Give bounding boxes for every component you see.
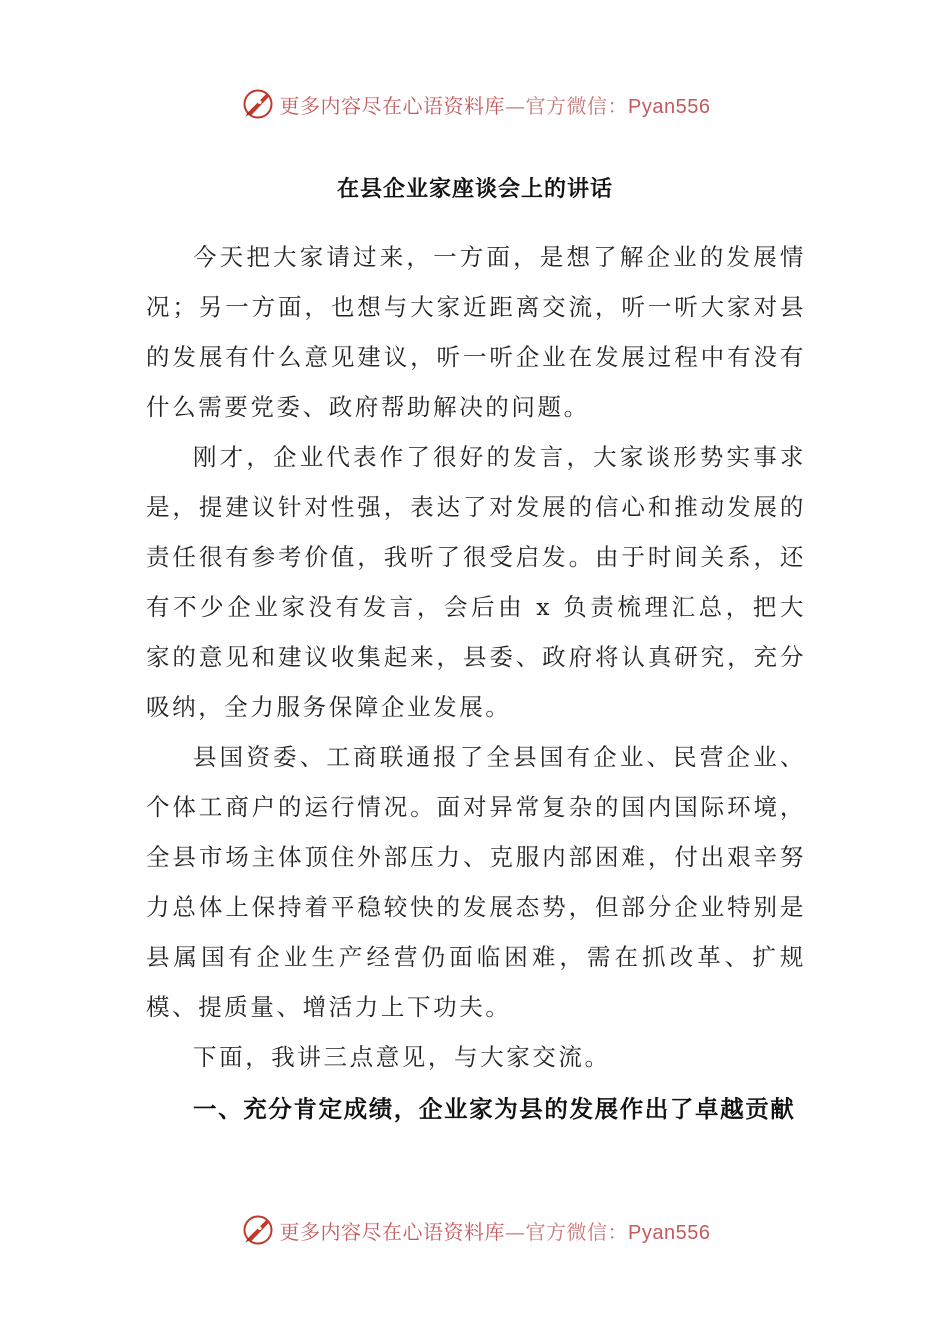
paragraph: 刚才，企业代表作了很好的发言，大家谈形势实事求是，提建议针对性强，表达了对发展的信心和推动发展的责任很有参考价值，我听了很受启发。由于时间关系，还有不少企业家没有发言，会后由 x 负责梳理汇总，把大家的意见和建议收集起来，县委、政府将认真研究，充分吸纳，全力服务保障企业发展。 bbox=[146, 443, 806, 721]
header-banner bbox=[0, 84, 950, 124]
footer-banner bbox=[0, 1210, 950, 1250]
document-body bbox=[146, 232, 806, 1134]
banner-text bbox=[280, 1216, 711, 1245]
banner-prefix: 更多内容尽在心语资料库 bbox=[279, 93, 506, 118]
banner-wechat-label: 官方微信： bbox=[525, 1219, 629, 1244]
pen-nib-logo-icon bbox=[240, 1212, 276, 1248]
banner-separator: — bbox=[505, 93, 526, 118]
banner-wechat-label: 官方微信： bbox=[525, 93, 629, 118]
pen-nib-logo-icon bbox=[240, 86, 276, 122]
paragraph: 县国资委、工商联通报了全县国有企业、民营企业、个体工商户的运行情况。面对异常复杂的国内国际环境，全县市场主体顶住外部压力、克服内部困难，付出艰辛努力总体上保持着平稳较快的发展态势，但部分企业特别是县属国有企业生产经营仍面临困难，需在抓改革、扩规模、提质量、增活力上下功夫。 bbox=[146, 743, 806, 1021]
paragraph: 今天把大家请过来，一方面，是想了解企业的发展情况；另一方面，也想与大家近距离交流，听一听大家对县的发展有什么意见建议，听一听企业在发展过程中有没有什么需要党委、政府帮助解决的问题。 bbox=[146, 243, 806, 421]
banner-prefix: 更多内容尽在心语资料库 bbox=[279, 1219, 506, 1244]
banner-wechat-handle: Pyan556 bbox=[628, 1221, 711, 1244]
banner-text bbox=[280, 90, 711, 119]
document-title: 在县企业家座谈会上的讲话 bbox=[336, 176, 613, 202]
banner-wechat-handle: Pyan556 bbox=[628, 95, 711, 118]
banner-separator: — bbox=[505, 1219, 526, 1244]
section-heading: 一、充分肯定成绩，企业家为县的发展作出了卓越贡献 bbox=[193, 1095, 796, 1123]
paragraph: 下面，我讲三点意见，与大家交流。 bbox=[193, 1043, 611, 1071]
